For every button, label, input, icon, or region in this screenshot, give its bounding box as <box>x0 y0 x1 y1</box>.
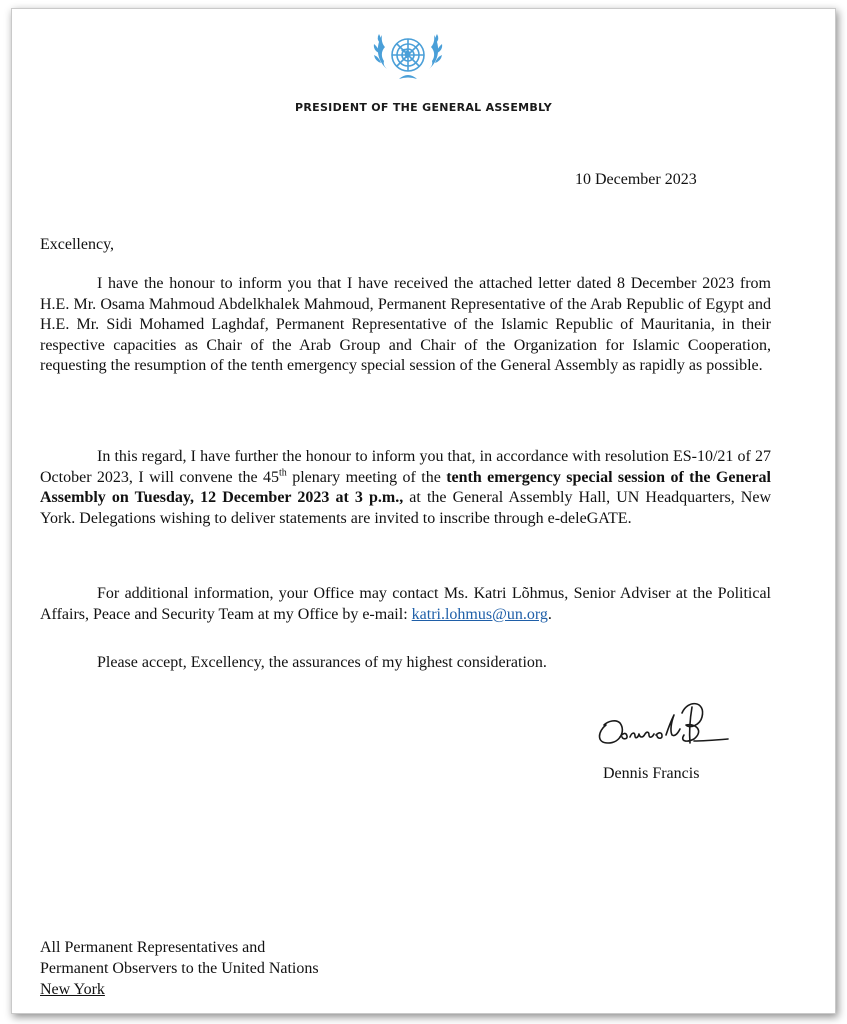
paragraph-1: I have the honour to inform you that I have received the attached letter dated 8 December 2023 from H.E. Mr. Osama Mahmoud Abdelkhalek Mahmoud, Permanent Representative of the Arab Republic of Egypt and H.E. Mr. Sidi Mohamed Laghdaf, Permanent Representative of the Islamic Republic of Mauritania, in their respective capacities as Chair of the Arab Group and Chair of the Organization for Islamic Cooperation, requesting the resumption of the tenth emergency special session of the General Assembly as rapidly as possible. <box>40 275 771 375</box>
meeting-details-bold: tenth emergency special session of the General Assembly on Tuesday, 12 December 2023 at 3 p.m., <box>40 468 771 507</box>
signatory-name: Dennis Francis <box>603 765 700 782</box>
paragraph-3-text-a: For additional information, your Office may contact Ms. Katri Lõhmus, Senior Adviser at the Political Affairs, Peace and Security Team at my Office by e-mail: <box>40 585 771 623</box>
handwritten-signature <box>586 695 736 755</box>
un-emblem-icon <box>371 27 445 89</box>
closing-paragraph: Please accept, Excellency, the assurances of my highest consideration. <box>97 654 547 671</box>
addressee-line-1: All Permanent Representatives and <box>40 939 266 956</box>
letter-page <box>11 8 836 1014</box>
paragraph-3-text-b: . <box>547 605 552 623</box>
office-heading: PRESIDENT OF THE GENERAL ASSEMBLY <box>295 101 552 114</box>
ordinal-suffix: th <box>279 467 287 479</box>
salutation: Excellency, <box>40 236 115 253</box>
paragraph-2-text-c: at the General Assembly Hall, UN Headquarters, New York. Delegations wishing to deliver statements are invited to inscribe through e-deleGATE. <box>40 489 772 527</box>
addressee-line-2: Permanent Observers to the United Nations <box>40 960 319 977</box>
paragraph-2-text-a: In this regard, I have further the honour to inform you that, in accordance with resolution ES-10/21 of 27 October 2023, I will convene the 45 <box>40 448 771 486</box>
paragraph-2-text-b: plenary meeting of the <box>286 468 447 486</box>
contact-email-link[interactable]: katri.lohmus@un.org <box>411 605 548 623</box>
addressee-block <box>40 937 319 1000</box>
addressee-city: New York <box>40 981 105 998</box>
paragraph-2 <box>40 447 771 529</box>
letter-date: 10 December 2023 <box>575 171 697 188</box>
paragraph-3 <box>40 584 771 625</box>
